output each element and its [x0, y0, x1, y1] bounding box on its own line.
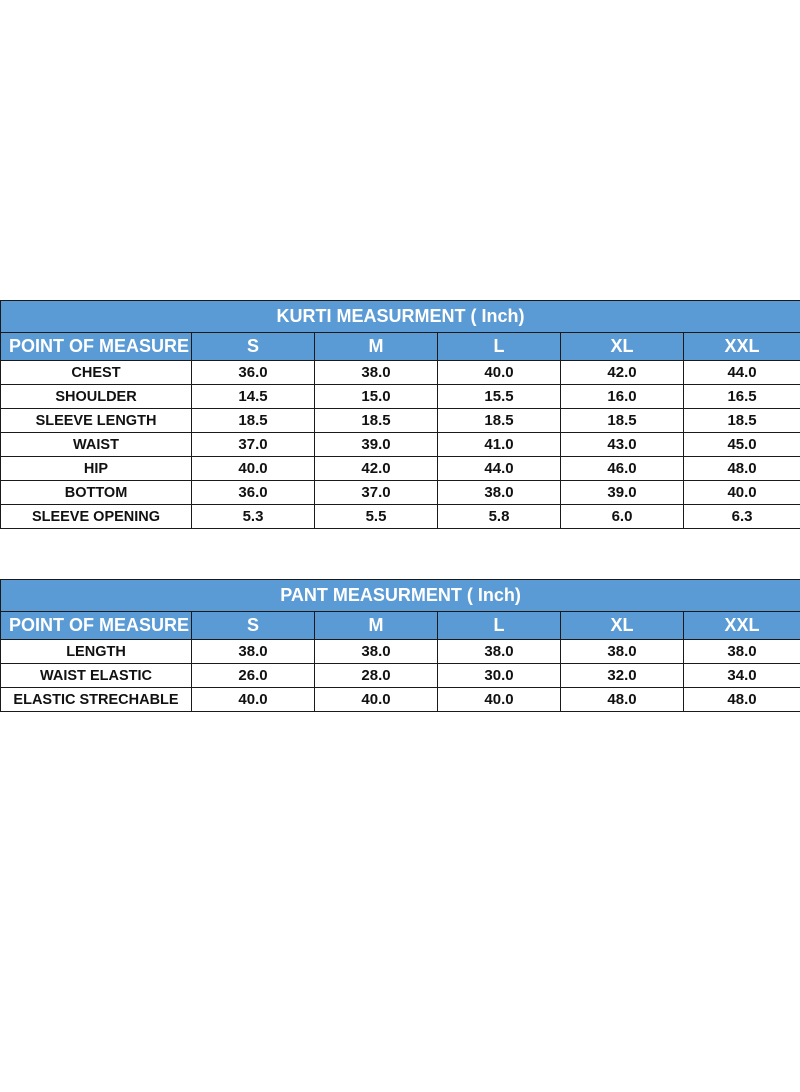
- cell-value: 14.5: [192, 385, 315, 409]
- kurti-header-l: L: [438, 333, 561, 361]
- cell-value: 39.0: [315, 433, 438, 457]
- row-label: CHEST: [1, 361, 192, 385]
- cell-value: 5.8: [438, 505, 561, 529]
- row-label: SHOULDER: [1, 385, 192, 409]
- cell-value: 42.0: [315, 457, 438, 481]
- cell-value: 40.0: [192, 688, 315, 712]
- cell-value: 40.0: [438, 688, 561, 712]
- kurti-header-m: M: [315, 333, 438, 361]
- table-row: [1, 688, 800, 712]
- row-label: SLEEVE LENGTH: [1, 409, 192, 433]
- table-row: [1, 640, 800, 664]
- pant-header-s: S: [192, 612, 315, 640]
- cell-value: 34.0: [684, 664, 800, 688]
- row-label: WAIST ELASTIC: [1, 664, 192, 688]
- cell-value: 37.0: [315, 481, 438, 505]
- table-row: [1, 505, 800, 529]
- cell-value: 32.0: [561, 664, 684, 688]
- kurti-header-xl: XL: [561, 333, 684, 361]
- cell-value: 38.0: [561, 640, 684, 664]
- pant-header-row: [1, 612, 800, 640]
- cell-value: 18.5: [684, 409, 800, 433]
- cell-value: 46.0: [561, 457, 684, 481]
- cell-value: 6.3: [684, 505, 800, 529]
- cell-value: 48.0: [561, 688, 684, 712]
- cell-value: 38.0: [315, 361, 438, 385]
- table-row: [1, 457, 800, 481]
- cell-value: 26.0: [192, 664, 315, 688]
- cell-value: 30.0: [438, 664, 561, 688]
- kurti-header-s: S: [192, 333, 315, 361]
- cell-value: 16.5: [684, 385, 800, 409]
- table-row: [1, 385, 800, 409]
- cell-value: 16.0: [561, 385, 684, 409]
- row-label: ELASTIC STRECHABLE: [1, 688, 192, 712]
- cell-value: 38.0: [192, 640, 315, 664]
- cell-value: 38.0: [438, 481, 561, 505]
- cell-value: 48.0: [684, 688, 800, 712]
- cell-value: 18.5: [438, 409, 561, 433]
- cell-value: 43.0: [561, 433, 684, 457]
- cell-value: 37.0: [192, 433, 315, 457]
- cell-value: 40.0: [438, 361, 561, 385]
- cell-value: 42.0: [561, 361, 684, 385]
- cell-value: 44.0: [684, 361, 800, 385]
- pant-header-xxl: XXL: [684, 612, 800, 640]
- cell-value: 6.0: [561, 505, 684, 529]
- row-label: LENGTH: [1, 640, 192, 664]
- cell-value: 45.0: [684, 433, 800, 457]
- row-label: HIP: [1, 457, 192, 481]
- row-label: SLEEVE OPENING: [1, 505, 192, 529]
- cell-value: 18.5: [192, 409, 315, 433]
- kurti-header-row: [1, 333, 800, 361]
- table-row: [1, 481, 800, 505]
- cell-value: 48.0: [684, 457, 800, 481]
- cell-value: 15.0: [315, 385, 438, 409]
- cell-value: 40.0: [192, 457, 315, 481]
- kurti-measurement-table: [0, 300, 800, 529]
- cell-value: 44.0: [438, 457, 561, 481]
- cell-value: 38.0: [315, 640, 438, 664]
- pant-header-m: M: [315, 612, 438, 640]
- table-row: [1, 361, 800, 385]
- cell-value: 15.5: [438, 385, 561, 409]
- cell-value: 38.0: [438, 640, 561, 664]
- table-row: [1, 664, 800, 688]
- kurti-header-point-of-measure: POINT OF MEASURE: [1, 333, 192, 361]
- kurti-title-row: [1, 301, 800, 333]
- pant-header-point-of-measure: POINT OF MEASURE: [1, 612, 192, 640]
- cell-value: 28.0: [315, 664, 438, 688]
- row-label: WAIST: [1, 433, 192, 457]
- pant-header-xl: XL: [561, 612, 684, 640]
- cell-value: 39.0: [561, 481, 684, 505]
- cell-value: 40.0: [315, 688, 438, 712]
- cell-value: 5.3: [192, 505, 315, 529]
- pant-table-title: PANT MEASURMENT ( Inch): [1, 580, 800, 612]
- cell-value: 40.0: [684, 481, 800, 505]
- cell-value: 36.0: [192, 481, 315, 505]
- table-row: [1, 409, 800, 433]
- table-row: [1, 433, 800, 457]
- pant-title-row: [1, 580, 800, 612]
- row-label: BOTTOM: [1, 481, 192, 505]
- kurti-header-xxl: XXL: [684, 333, 800, 361]
- pant-header-l: L: [438, 612, 561, 640]
- cell-value: 5.5: [315, 505, 438, 529]
- cell-value: 36.0: [192, 361, 315, 385]
- cell-value: 41.0: [438, 433, 561, 457]
- cell-value: 18.5: [315, 409, 438, 433]
- kurti-table-title: KURTI MEASURMENT ( Inch): [1, 301, 800, 333]
- cell-value: 38.0: [684, 640, 800, 664]
- pant-measurement-table: [0, 579, 800, 712]
- cell-value: 18.5: [561, 409, 684, 433]
